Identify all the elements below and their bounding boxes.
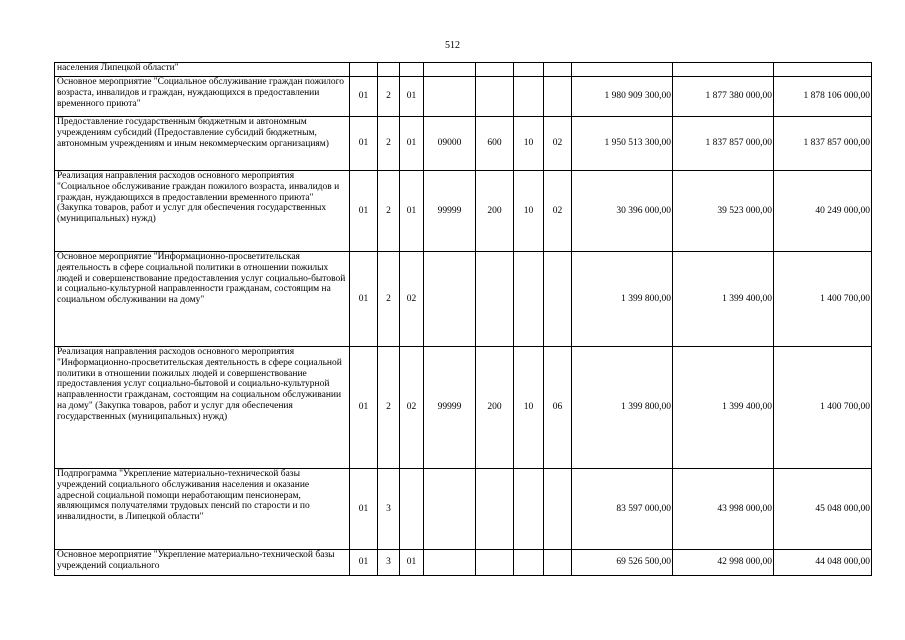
- table-row: [55, 77, 872, 117]
- amount-year-1: 1 980 909 300,00: [572, 77, 673, 117]
- expense-type-code: [476, 469, 514, 550]
- subsection-code: [544, 550, 572, 576]
- amount-year-1: 83 597 000,00: [572, 469, 673, 550]
- table-row: [55, 117, 872, 171]
- amount-year-2: 39 523 000,00: [673, 171, 774, 252]
- program-code: 01: [350, 469, 378, 550]
- amount-year-3: 1 878 106 000,00: [774, 77, 872, 117]
- amount-year-3: 1 400 700,00: [774, 347, 872, 469]
- table-row: [55, 63, 872, 77]
- program-code: 01: [350, 117, 378, 171]
- subprogram-code: 2: [378, 347, 400, 469]
- direction-code: [424, 63, 476, 77]
- direction-code: [424, 469, 476, 550]
- table-row: [55, 347, 872, 469]
- amount-year-2: 43 998 000,00: [673, 469, 774, 550]
- subprogram-code: 3: [378, 550, 400, 576]
- row-description: Основное мероприятие "Социальное обслуживание граждан пожилого возраста, инвалидов и граждан, нуждающихся в предоставлении временного приюта": [55, 77, 350, 117]
- amount-year-1: [572, 63, 673, 77]
- program-code: [350, 63, 378, 77]
- direction-code: 09000: [424, 117, 476, 171]
- activity-code: [400, 469, 424, 550]
- subprogram-code: 2: [378, 252, 400, 347]
- amount-year-2: 42 998 000,00: [673, 550, 774, 576]
- row-description: Реализация направления расходов основного мероприятия "Информационно-просветительская деятельность в сфере социальной политики в отношении пожилых людей и совершенствование предоставления услуг социально-бытовой и социально-культурной направленности гражданам, состоящим на социальном обслуживании на дому" (Закупка товаров, работ и услуг для обеспечения государственных (муниципальных) нужд): [55, 347, 350, 469]
- row-description: Основное мероприятие "Укрепление материально-технической базы учреждений социального: [55, 550, 350, 576]
- subprogram-code: 3: [378, 469, 400, 550]
- direction-code: [424, 550, 476, 576]
- direction-code: 99999: [424, 171, 476, 252]
- amount-year-2: 1 399 400,00: [673, 347, 774, 469]
- section-code: [514, 469, 544, 550]
- program-code: 01: [350, 347, 378, 469]
- expense-type-code: [476, 63, 514, 77]
- section-code: [514, 77, 544, 117]
- expense-type-code: 200: [476, 171, 514, 252]
- amount-year-3: 1 400 700,00: [774, 252, 872, 347]
- subsection-code: 02: [544, 117, 572, 171]
- section-code: [514, 550, 544, 576]
- subsection-code: [544, 469, 572, 550]
- subprogram-code: [378, 63, 400, 77]
- activity-code: 02: [400, 252, 424, 347]
- table-row: [55, 550, 872, 576]
- expense-type-code: [476, 252, 514, 347]
- expense-type-code: [476, 77, 514, 117]
- row-description: Подпрограмма "Укрепление материально-технической базы учреждений социального обслуживания населения и оказание адресной социальной помощи неработающим пенсионерам, являющимся получателями трудовых пенсий по старости и по инвалидности, в Липецкой области": [55, 469, 350, 550]
- amount-year-1: 1 399 800,00: [572, 347, 673, 469]
- row-description: Предоставление государственным бюджетным и автономным учреждениям субсидий (Предоставление субсидий бюджетным, автономным учреждениям и иным некоммерческим организациям): [55, 117, 350, 171]
- section-code: 10: [514, 117, 544, 171]
- subsection-code: [544, 63, 572, 77]
- program-code: 01: [350, 252, 378, 347]
- amount-year-3: 40 249 000,00: [774, 171, 872, 252]
- expense-type-code: [476, 550, 514, 576]
- section-code: 10: [514, 347, 544, 469]
- activity-code: 01: [400, 171, 424, 252]
- direction-code: [424, 252, 476, 347]
- budget-table: [54, 62, 872, 576]
- section-code: [514, 63, 544, 77]
- amount-year-3: 44 048 000,00: [774, 550, 872, 576]
- amount-year-3: [774, 63, 872, 77]
- table-row: [55, 469, 872, 550]
- section-code: 10: [514, 171, 544, 252]
- amount-year-1: 69 526 500,00: [572, 550, 673, 576]
- section-code: [514, 252, 544, 347]
- amount-year-2: 1 837 857 000,00: [673, 117, 774, 171]
- amount-year-1: 1 399 800,00: [572, 252, 673, 347]
- table-row: [55, 252, 872, 347]
- subprogram-code: 2: [378, 77, 400, 117]
- amount-year-1: 1 950 513 300,00: [572, 117, 673, 171]
- amount-year-3: 1 837 857 000,00: [774, 117, 872, 171]
- row-description: населения Липецкой области": [55, 63, 350, 77]
- program-code: 01: [350, 550, 378, 576]
- amount-year-2: 1 399 400,00: [673, 252, 774, 347]
- direction-code: [424, 77, 476, 117]
- expense-type-code: 600: [476, 117, 514, 171]
- activity-code: 02: [400, 347, 424, 469]
- activity-code: [400, 63, 424, 77]
- row-description: Реализация направления расходов основного мероприятия "Социальное обслуживание граждан пожилого возраста, инвалидов и граждан, нуждающихся в предоставлении временного приюта" (Закупка товаров, работ и услуг для обеспечения государственных (муниципальных) нужд): [55, 171, 350, 252]
- page-number: 512: [445, 40, 460, 51]
- activity-code: 01: [400, 117, 424, 171]
- activity-code: 01: [400, 77, 424, 117]
- activity-code: 01: [400, 550, 424, 576]
- subsection-code: 06: [544, 347, 572, 469]
- subsection-code: 02: [544, 171, 572, 252]
- direction-code: 99999: [424, 347, 476, 469]
- program-code: 01: [350, 77, 378, 117]
- amount-year-3: 45 048 000,00: [774, 469, 872, 550]
- row-description: Основное мероприятие "Информационно-просветительская деятельность в сфере социальной политики в отношении пожилых людей и совершенствование предоставления услуг социально-бытовой и социально-культурной направленности гражданам, состоящим на социальном обслуживании на дому": [55, 252, 350, 347]
- subsection-code: [544, 252, 572, 347]
- amount-year-2: 1 877 380 000,00: [673, 77, 774, 117]
- program-code: 01: [350, 171, 378, 252]
- table-row: [55, 171, 872, 252]
- subprogram-code: 2: [378, 117, 400, 171]
- subprogram-code: 2: [378, 171, 400, 252]
- subsection-code: [544, 77, 572, 117]
- amount-year-2: [673, 63, 774, 77]
- expense-type-code: 200: [476, 347, 514, 469]
- amount-year-1: 30 396 000,00: [572, 171, 673, 252]
